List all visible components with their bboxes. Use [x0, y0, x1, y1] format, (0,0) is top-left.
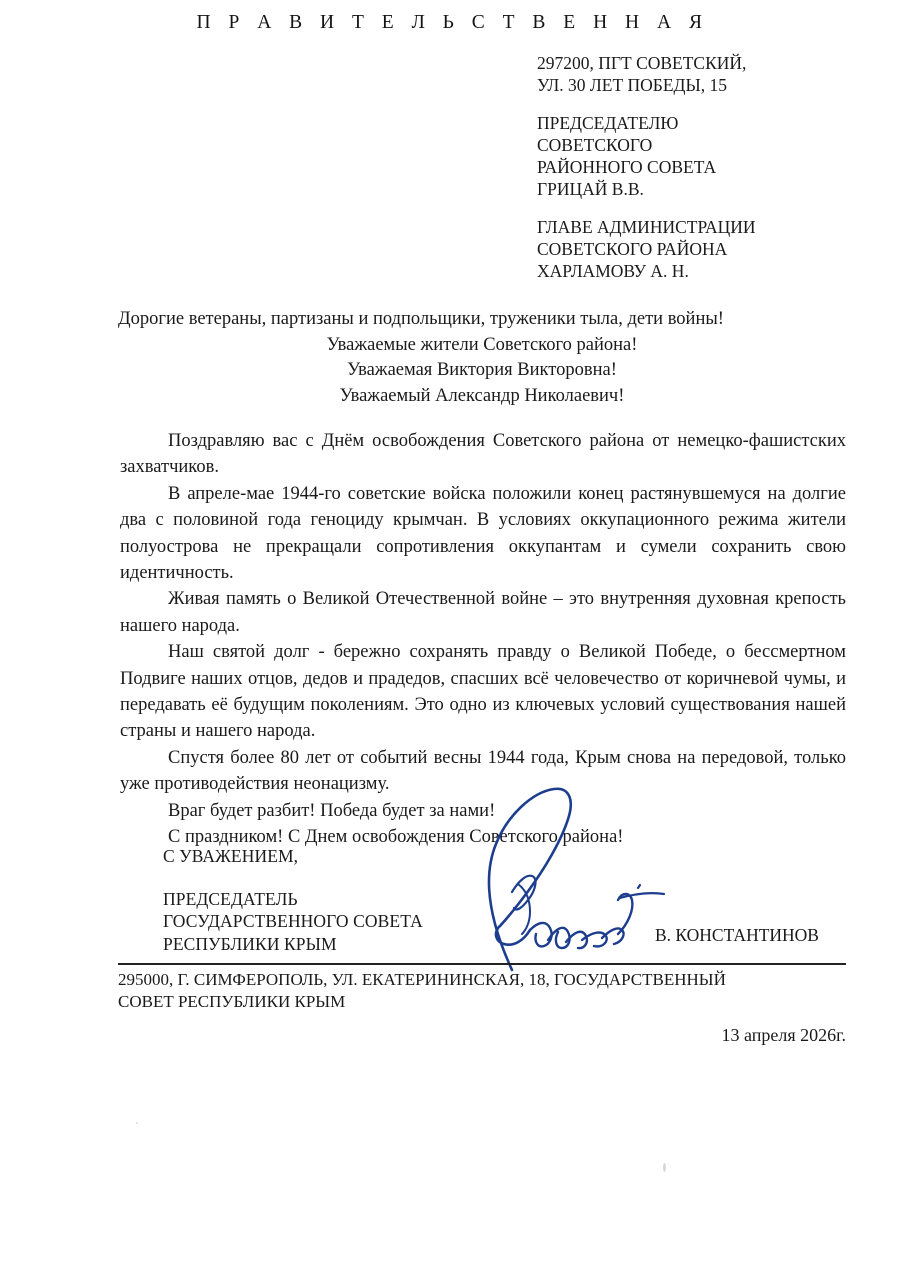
- recipient-two-line: ХАРЛАМОВУ А. Н.: [537, 261, 689, 281]
- return-address-line: 297200, ПГТ СОВЕТСКИЙ,: [537, 53, 747, 73]
- addressee-block: [537, 52, 877, 282]
- footer-address-line: 295000, Г. СИМФЕРОПОЛЬ, УЛ. ЕКАТЕРИНИНСКАЯ, 18, ГОСУДАРСТВЕННЫЙ: [118, 970, 726, 989]
- signature-title-line: РЕСПУБЛИКИ КРЫМ: [163, 933, 337, 954]
- salutation-line: Дорогие ветераны, партизаны и подпольщики, труженики тыла, дети войны!: [118, 309, 724, 329]
- body-paragraph: В апреле-мае 1944-го советские войска положили конец растянувшемуся на долгие два с половиной года геноциду крымчан. В условиях оккупационного режима жители полуострова не прекращали сопротивления оккупантам и сумели сохранить свою идентичность.: [120, 483, 846, 584]
- signature-title-line: ПРЕДСЕДАТЕЛЬ: [163, 888, 298, 909]
- recipient-one: [537, 112, 877, 200]
- closing-line: Враг будет разбит! Победа будет за нами!: [168, 800, 496, 821]
- return-address-line: УЛ. 30 ЛЕТ ПОБЕДЫ, 15: [537, 75, 727, 95]
- recipient-two-line: СОВЕТСКОГО РАЙОНА: [537, 239, 728, 259]
- body-paragraph: Живая память о Великой Отечественной войне – это внутренняя духовная крепость нашего народа.: [120, 589, 846, 636]
- recipient-one-line: ПРЕДСЕДАТЕЛЮ: [537, 113, 679, 133]
- signature-regards: С УВАЖЕНИЕМ,: [163, 846, 299, 866]
- recipient-one-line: СОВЕТСКОГО: [537, 135, 653, 155]
- document-date: 13 апреля 2026г.: [721, 1025, 846, 1045]
- footer-address-line: СОВЕТ РЕСПУБЛИКИ КРЫМ: [118, 992, 346, 1011]
- letter-body: [120, 428, 846, 851]
- salutation-line: Уважаемый Александр Николаевич!: [339, 385, 625, 406]
- salutation-block: [118, 307, 846, 409]
- signature-title-line: ГОСУДАРСТВЕННОГО СОВЕТА: [163, 911, 423, 931]
- body-paragraph: Спустя более 80 лет от событий весны 1944 года, Крым снова на передовой, только уже противодействия неонацизму.: [120, 747, 846, 795]
- signer-name: В. КОНСТАНТИНОВ: [655, 925, 819, 945]
- salutation-line: Уважаемая Виктория Викторовна!: [347, 360, 617, 380]
- recipient-one-line: ГРИЦАЙ В.В.: [537, 179, 644, 199]
- signature-block: [163, 845, 423, 955]
- body-paragraph: Наш святой долг - бережно сохранять правду о Великой Победе, о бессмертном Подвиге наших отцов, дедов и прадедов, спасших всё человечество от коричневой чумы, и передавать её будущим поколениям. Это одно из ключевых условий существования нашей страны и нашего народа.: [120, 642, 846, 742]
- return-address: [537, 52, 877, 96]
- scan-speck: [136, 1122, 138, 1124]
- recipient-two: [537, 216, 877, 282]
- page-title: П Р А В И Т Е Л Ь С Т В Е Н Н А Я: [196, 12, 709, 33]
- closing-line: С праздником! С Днем освобождения Советского района!: [168, 827, 624, 848]
- footer-address: [118, 969, 858, 1013]
- body-paragraph: Поздравляю вас с Днём освобождения Советского района от немецко-фашистских захватчиков.: [120, 431, 846, 478]
- recipient-one-line: РАЙОННОГО СОВЕТА: [537, 157, 717, 177]
- recipient-two-line: ГЛАВЕ АДМИНИСТРАЦИИ: [537, 217, 756, 237]
- salutation-line: Уважаемые жители Советского района!: [326, 334, 638, 355]
- scan-speck: [663, 1163, 666, 1172]
- footer-divider: [118, 963, 846, 965]
